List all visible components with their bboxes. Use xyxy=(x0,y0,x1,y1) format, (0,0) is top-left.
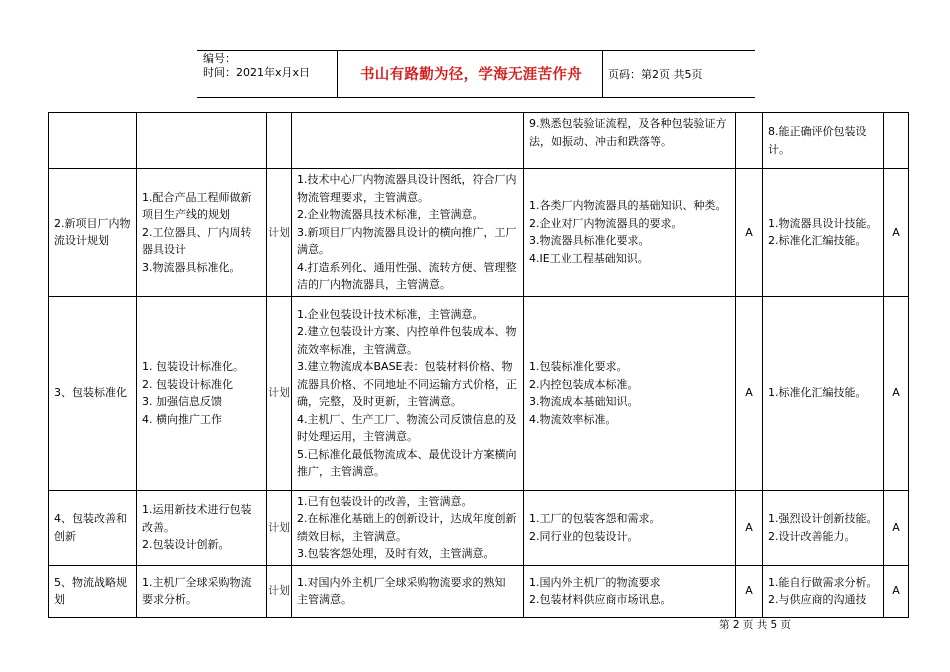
knowledge-item: 4.物流效率标准。 xyxy=(529,412,617,426)
skill-item: 1.物流器具设计技能。 xyxy=(768,216,878,230)
skills-grade-cell: A xyxy=(884,169,909,297)
job-responsibility-table xyxy=(48,112,909,618)
task-name-cell: 3、包装标准化 xyxy=(49,296,137,490)
standard-item: 2.在标准化基础上的创新设计，达成年度创新绩效目标，主管满意。 xyxy=(297,512,517,543)
skills-grade-cell: A xyxy=(884,565,909,617)
header-info xyxy=(203,52,310,80)
task-name-cell xyxy=(49,113,137,169)
task-items-cell xyxy=(137,169,267,297)
knowledge-item: 3.物流器具标准化要求。 xyxy=(529,234,650,248)
knowledge-item: 3.物流成本基础知识。 xyxy=(529,395,639,408)
work-standards-cell xyxy=(292,565,524,617)
header-divider xyxy=(337,50,338,97)
standard-item: 1.已有包装设计的改善，主管满意。 xyxy=(297,494,473,508)
task-type-cell: 计划 xyxy=(267,296,292,490)
knowledge-item: 4.IE工业工程基础知识。 xyxy=(529,251,649,265)
skills-cell xyxy=(763,113,884,169)
skill-item: 8.能正确评价包装设计。 xyxy=(768,125,867,156)
page-footer: 第 2 页 共 5 页 xyxy=(719,619,792,631)
task-type-cell xyxy=(267,113,292,169)
skill-item: 1.能自行做需求分析。 xyxy=(768,575,878,589)
task-type-cell: 计划 xyxy=(267,490,292,565)
header-divider xyxy=(602,50,603,97)
skills-cell xyxy=(763,565,884,617)
standard-item: 3.建立物流成本BASE表：包装材料价格、物流器具价格、不同地址不同运输方式价格，正确，完整，及时更新，主管满意。 xyxy=(297,360,517,408)
table-row xyxy=(49,296,909,490)
table-row xyxy=(49,169,909,297)
header-page-number: 页码：第2页 共5页 xyxy=(608,68,703,81)
skills-grade-cell xyxy=(884,113,909,169)
task-item: 1.主机厂全球采购物流要求分析。 xyxy=(142,575,252,606)
skill-item: 1.标准化汇编技能。 xyxy=(768,386,867,400)
knowledge-grade-cell: A xyxy=(736,169,763,297)
work-standards-cell xyxy=(292,169,524,297)
standard-item: 1.对国内外主机厂全球采购物流要求的熟知 主管满意。 xyxy=(297,575,506,606)
standard-item: 2.建立包装设计方案、内控单件包装成本、物流效率标准，主管满意。 xyxy=(297,325,517,356)
standard-item: 2.企业物流器具技术标准，主管满意。 xyxy=(297,208,484,221)
knowledge-item: 2.内控包装成本标准。 xyxy=(529,377,639,391)
standard-item: 1.企业包装设计技术标准，主管满意。 xyxy=(297,307,484,321)
task-type-cell: 计划 xyxy=(267,169,292,297)
skill-item: 2.与供应商的沟通技 xyxy=(768,593,867,606)
task-item: 2.工位器具、厂内周转器具设计 xyxy=(142,225,252,256)
knowledge-item: 1.国内外主机厂的物流要求 xyxy=(529,575,661,589)
task-name-cell: 4、包装改善和创新 xyxy=(49,490,137,565)
task-item: 4. 横向推广工作 xyxy=(142,412,222,426)
document-number-label: 编号： xyxy=(203,52,236,65)
header-motto: 书山有路勤为径，学海无涯苦作舟 xyxy=(360,67,582,83)
task-item: 1. 包装设计标准化。 xyxy=(142,360,244,373)
task-item: 1.配合产品工程师做新项目生产线的规划 xyxy=(142,190,252,221)
skills-cell xyxy=(763,169,884,297)
standard-item: 3.包装客怨处理，及时有效，主管满意。 xyxy=(297,547,495,560)
task-items-cell xyxy=(137,113,267,169)
table-row xyxy=(49,565,909,617)
skill-item: 1.强烈设计创新技能。 xyxy=(768,512,878,525)
task-name-cell: 5、物流战略规划 xyxy=(49,565,137,617)
standard-item: 5.已标准化最低物流成本、最优设计方案横向推广，主管满意。 xyxy=(297,447,517,478)
skills-cell xyxy=(763,296,884,490)
knowledge-item: 2.企业对厂内物流器具的要求。 xyxy=(529,216,683,230)
knowledge-cell xyxy=(524,169,736,297)
work-standards-cell xyxy=(292,113,524,169)
skills-cell xyxy=(763,490,884,565)
knowledge-cell xyxy=(524,565,736,617)
knowledge-grade-cell: A xyxy=(736,490,763,565)
knowledge-item: 2.同行业的包装设计。 xyxy=(529,529,639,543)
task-items-cell xyxy=(137,565,267,617)
task-type-cell: 计划 xyxy=(267,565,292,617)
work-standards-cell xyxy=(292,296,524,490)
task-name-cell: 2.新项目厂内物流设计规划 xyxy=(49,169,137,297)
skills-grade-cell: A xyxy=(884,296,909,490)
task-item: 3.物流器具标准化。 xyxy=(142,260,241,274)
knowledge-item: 1.各类厂内物流器具的基础知识、种类。 xyxy=(529,199,727,213)
knowledge-item: 9.熟悉包装验证流程，及各种包装验证方法，如振动、冲击和跌落等。 xyxy=(529,117,727,148)
knowledge-cell xyxy=(524,296,736,490)
knowledge-item: 2.包装材料供应商市场讯息。 xyxy=(529,593,672,606)
standard-item: 1.技术中心厂内物流器具设计图纸，符合厂内物流管理要求，主管满意。 xyxy=(297,173,517,204)
standard-item: 4.主机厂、生产工厂、物流公司反馈信息的及时处理运用，主管满意。 xyxy=(297,412,517,443)
standard-item: 3.新项目厂内物流器具设计的横向推广，工厂满意。 xyxy=(297,225,517,256)
knowledge-item: 1.工厂的包装客怨和需求。 xyxy=(529,512,661,525)
knowledge-grade-cell xyxy=(736,113,763,169)
knowledge-grade-cell: A xyxy=(736,565,763,617)
work-standards-cell xyxy=(292,490,524,565)
task-item: 1.运用新技术进行包装改善。 xyxy=(142,503,252,534)
knowledge-cell xyxy=(524,113,736,169)
table-row xyxy=(49,490,909,565)
skill-item: 2.设计改善能力。 xyxy=(768,529,856,543)
skills-grade-cell: A xyxy=(884,490,909,565)
task-item: 3. 加强信息反馈 xyxy=(142,395,222,408)
header-bottom-rule xyxy=(197,97,755,98)
knowledge-cell xyxy=(524,490,736,565)
knowledge-grade-cell: A xyxy=(736,296,763,490)
document-time: 时间：2021年x月x日 xyxy=(203,66,311,79)
table-row xyxy=(49,113,909,169)
task-item: 2.包装设计创新。 xyxy=(142,538,230,552)
task-item: 2. 包装设计标准化 xyxy=(142,377,233,391)
standard-item: 4.打造系列化、通用性强、流转方便、管理整洁的厂内物流器具，主管满意。 xyxy=(297,260,517,291)
skill-item: 2.标准化汇编技能。 xyxy=(768,234,867,248)
task-items-cell xyxy=(137,490,267,565)
task-items-cell xyxy=(137,296,267,490)
knowledge-item: 1.包装标准化要求。 xyxy=(529,360,628,373)
